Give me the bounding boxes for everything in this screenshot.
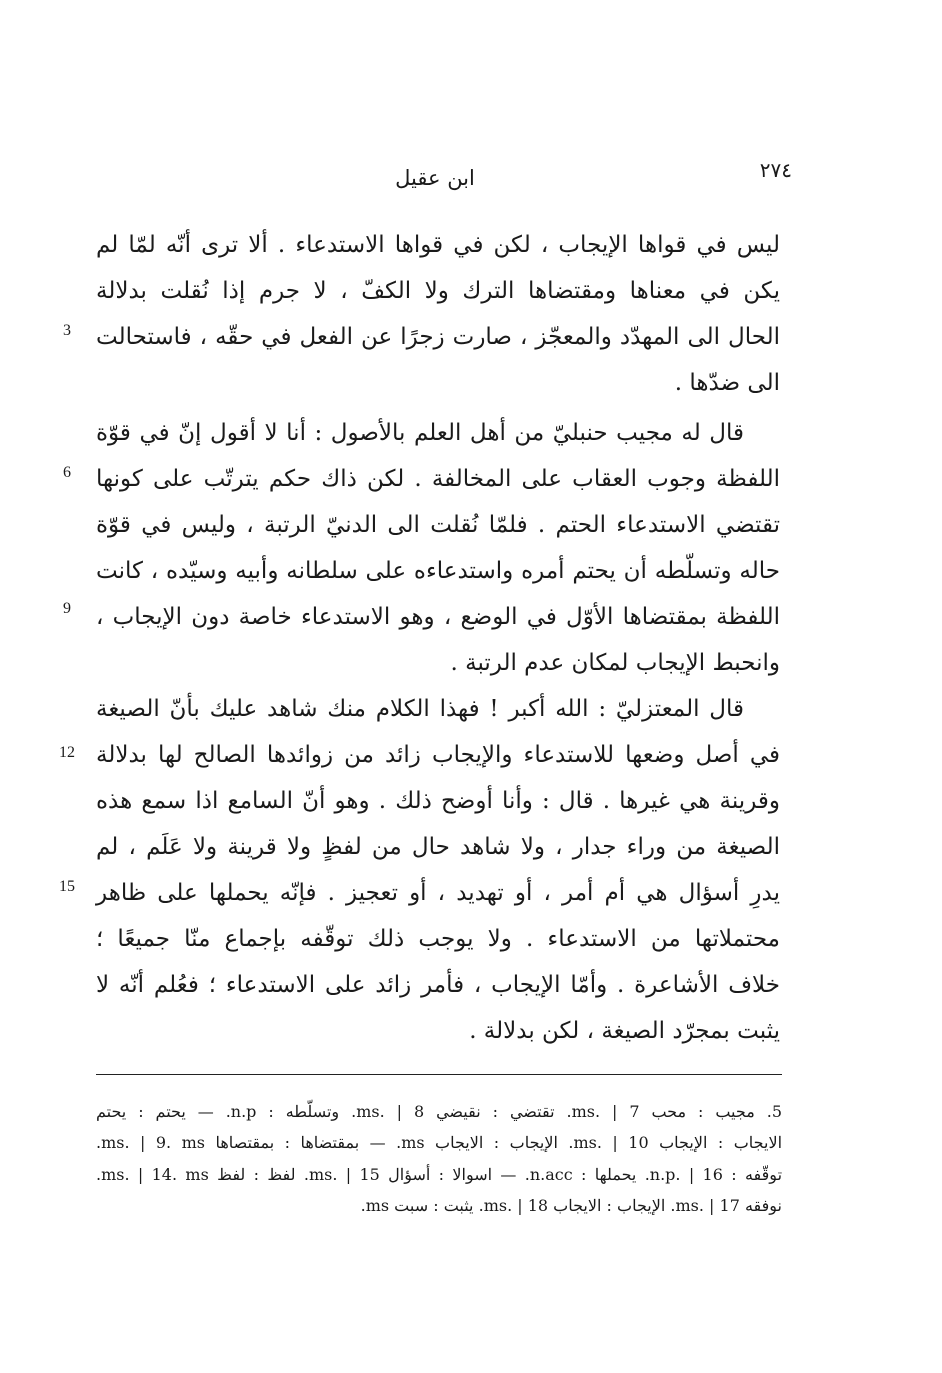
text-line: خلاف الأشاعرة . وأمّا الإيجاب ، فأمر زائد على الاستدعاء ؛ فعُلم أنّه لا: [96, 972, 780, 998]
text-line: وقرينة هي غيرها . قال : وأنا أوضح ذلك . وهو أنّ السامع اذا سمع هذه: [96, 788, 780, 814]
footnote-line: 5. مجيب : محب ms. | 7. تقتضي : نقيضي ms. | 8. وتسلّطه : n.p. — يحتم : يحتم: [96, 1102, 782, 1121]
footnote-line: نوفقه ms. | 17. الإيجاب : الايجاب ms. | 18. يثبت : سبت ms.: [360, 1196, 782, 1215]
footnote-line: الايجاب : الإيجاب ms. | 10. الإيجاب : الايجاب ms. — بمقتضاها : بمقتصاها ms. | 9. ms.: [96, 1133, 783, 1152]
text-line: قال المعتزليّ : الله أكبر ! فهذا الكلام منك شاهد عليك بأنّ الصيغة: [96, 696, 744, 722]
text-line: الصيغة من وراء جدار ، ولا شاهد حال من لفظٍ ولا قرينة ولا عَلَم ، لم: [96, 834, 780, 860]
line-number: 12: [59, 744, 75, 761]
text-line: يثبت بمجرّد الصيغة ، لكن بدلالة .: [469, 1018, 780, 1044]
line-number: 15: [59, 878, 75, 895]
text-line: اللفظة وجوب العقاب على المخالفة . لكن ذاك حكم يترتّب على كونها: [96, 466, 780, 492]
page-number: ٢٧٤: [759, 158, 792, 182]
text-line: اللفظة بمقتضاها الأوّل في الوضع ، وهو الاستدعاء خاصة دون الإيجاب ،: [96, 604, 780, 630]
line-number: 6: [63, 464, 71, 481]
running-header-title: ابن عقيل: [395, 166, 475, 190]
footnote-line: توقّفه : n.p. | 16. يحملها : n.acc. — اسوالا : أسؤال ms. | 15. لفظ : لفظ ms. | 14. ms.: [96, 1165, 783, 1184]
text-line: تقتضي الاستدعاء الحتم . فلمّا نُقلت الى الدنيّ الرتبة ، وليس في قوّة: [96, 512, 780, 538]
text-line: يكن في معناها ومقتضاها الترك ولا الكفّ ، لا جرم إذا نُقلت بدلالة: [96, 278, 780, 304]
text-line: محتملاتها من الاستدعاء . ولا يوجب ذلك توقّفه بإجماع منّا جميعًا ؛: [96, 926, 780, 952]
line-number: 3: [63, 322, 71, 339]
line-number: 9: [63, 600, 71, 617]
text-line: قال له مجيب حنبليّ من أهل العلم بالأصول : أنا لا أقول إنّ في قوّة: [96, 420, 744, 446]
text-line: الحال الى المهدّد والمعجّز ، صارت زجرًا عن الفعل في حقّه ، فاستحالت: [96, 324, 780, 350]
text-line: الى ضدّها .: [674, 370, 780, 396]
text-line: حاله وتسلّطه أن يحتم أمره واستدعاءه على سلطانه وأبيه وسيّده ، كانت: [96, 558, 780, 584]
text-line: في أصل وضعها للاستدعاء والإيجاب زائد من زوائدها الصالح لها بدلالة: [96, 742, 780, 768]
footnote-divider: [96, 1074, 782, 1075]
text-line: ليس في قواها الإيجاب ، لكن في قواها الاستدعاء . ألا ترى أنّه لمّا لم: [96, 232, 780, 258]
text-line: يدرِ أسؤال هي أم أمر ، أو تهديد ، أو تعجيز . فإنّه يحملها على ظاهر: [96, 880, 780, 906]
text-line: وانحبط الإيجاب لمكان عدم الرتبة .: [450, 650, 780, 676]
